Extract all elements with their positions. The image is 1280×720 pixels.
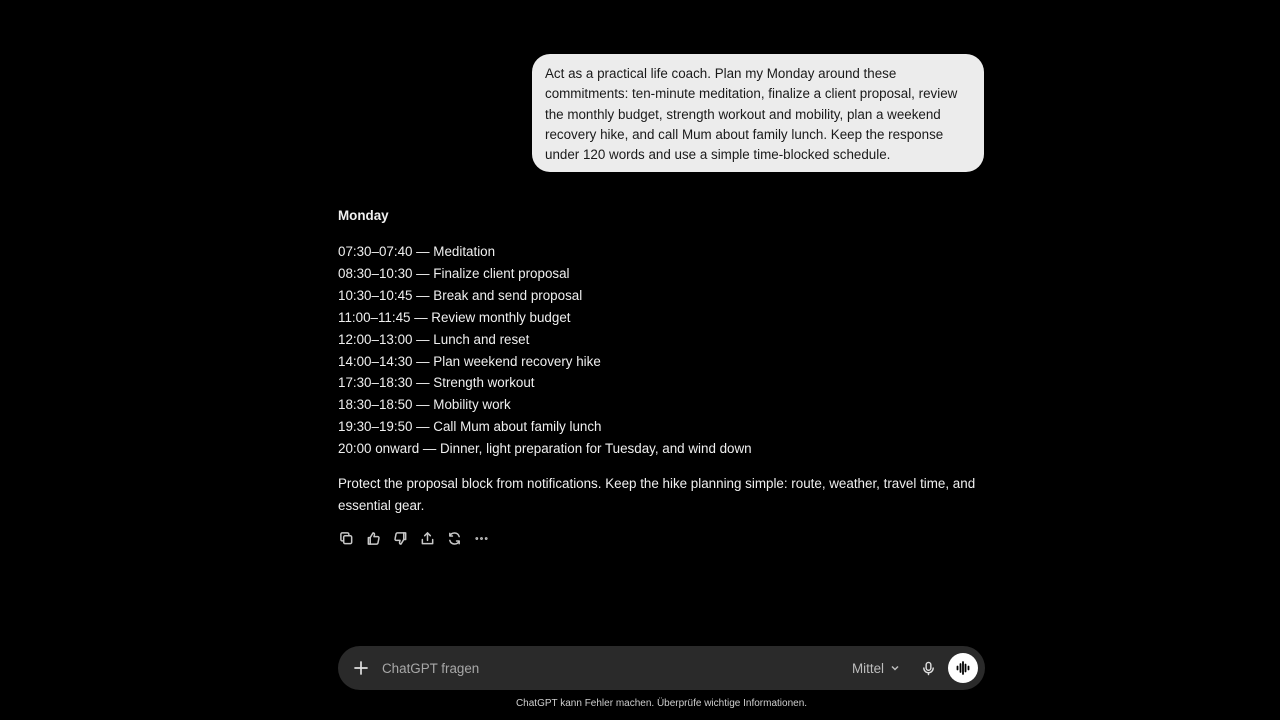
share-icon <box>420 531 435 546</box>
voice-waveform-icon <box>955 660 971 676</box>
microphone-icon <box>921 661 936 676</box>
schedule-item: 08:30–10:30 — Finalize client proposal <box>338 265 570 281</box>
schedule-item: 19:30–19:50 — Call Mum about family lunch <box>338 419 602 435</box>
plus-icon <box>354 661 368 675</box>
schedule-item: 20:00 onward — Dinner, light preparation for Tuesday, and wind down <box>338 441 752 457</box>
schedule-item: 10:30–10:45 — Break and send proposal <box>338 287 583 303</box>
user-message-bubble <box>532 54 984 172</box>
thumbs-up-icon <box>366 531 381 546</box>
schedule-item: 18:30–18:50 — Mobility work <box>338 397 511 413</box>
schedule-list <box>338 241 998 460</box>
message-composer <box>338 646 985 690</box>
chevron-down-icon <box>890 663 900 673</box>
thumbs-up-button[interactable] <box>363 528 383 548</box>
footer-disclaimer: ChatGPT kann Fehler machen. Überprüfe wichtige Informationen. <box>515 698 808 709</box>
copy-button[interactable] <box>336 528 356 548</box>
schedule-item: 14:00–14:30 — Plan weekend recovery hike <box>338 353 601 369</box>
reasoning-level-label: Mittel <box>852 660 884 676</box>
assistant-response <box>338 205 998 517</box>
more-options-button[interactable] <box>471 528 491 548</box>
chat-input[interactable] <box>382 653 852 683</box>
response-heading: Monday <box>338 208 389 223</box>
thumbs-down-icon <box>393 531 408 546</box>
reasoning-level-select[interactable] <box>852 661 900 676</box>
schedule-item: 07:30–07:40 — Meditation <box>338 244 496 259</box>
more-icon <box>474 531 489 546</box>
schedule-item: 17:30–18:30 — Strength workout <box>338 375 535 391</box>
share-button[interactable] <box>417 528 437 548</box>
copy-icon <box>339 531 354 546</box>
schedule-item: 11:00–11:45 — Review monthly budget <box>338 309 571 325</box>
voice-mode-button[interactable] <box>948 653 978 683</box>
thumbs-down-button[interactable] <box>390 528 410 548</box>
add-attachment-button[interactable] <box>352 659 370 677</box>
regenerate-button[interactable] <box>444 528 464 548</box>
dictate-button[interactable] <box>918 658 938 678</box>
response-actions <box>336 528 491 548</box>
user-message-text: Act as a practical life coach. Plan my Monday around these commitments: ten-minute meditation, finalize a client proposal, review the monthly budget, strength workout and mobility, plan a weekend recovery hike, and call Mum about family lunch. Keep the response under 120 words and use a simple time-blocked schedule. <box>545 66 958 163</box>
response-closing-text: Protect the proposal block from notifications. Keep the hike planning simple: route, weather, travel time, and essential gear. <box>338 476 976 514</box>
regenerate-icon <box>447 531 462 546</box>
schedule-item: 12:00–13:00 — Lunch and reset <box>338 331 530 347</box>
